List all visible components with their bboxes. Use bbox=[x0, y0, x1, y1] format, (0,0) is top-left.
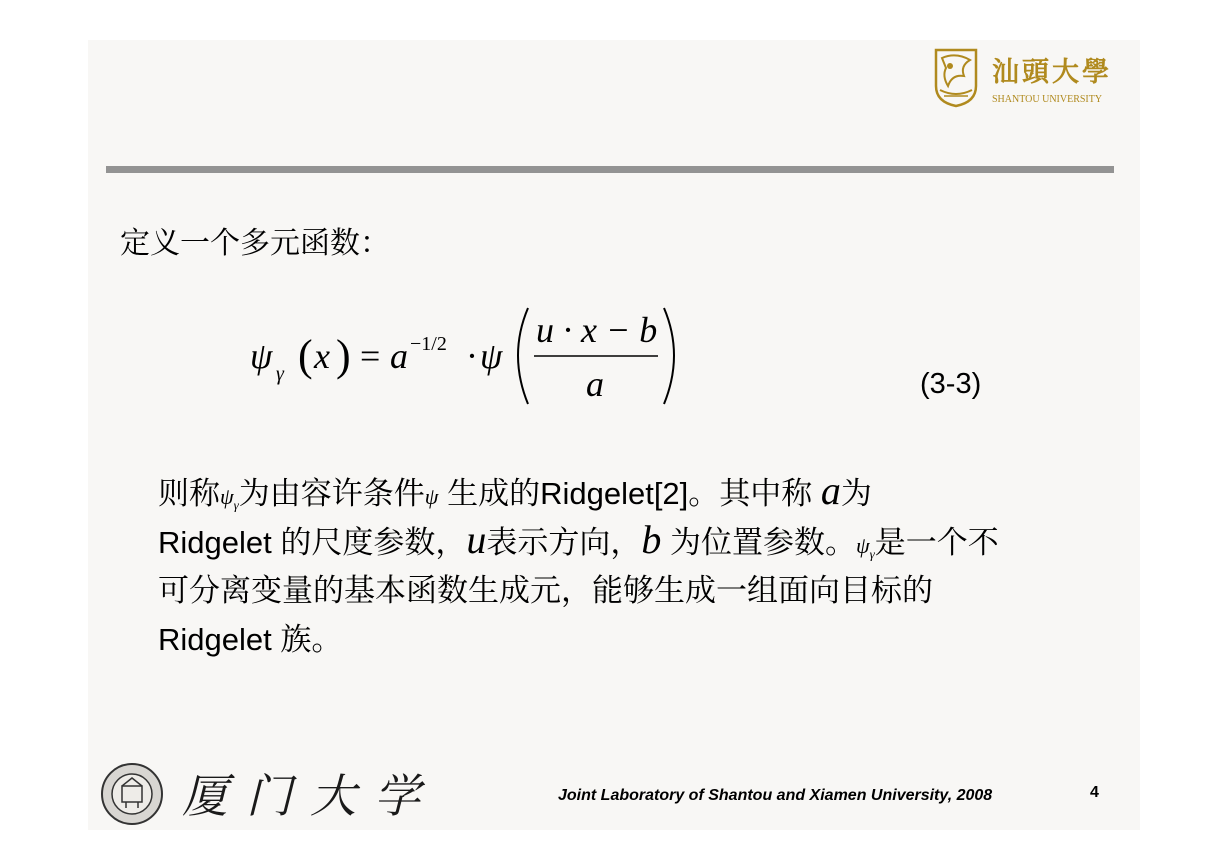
equation-number: (3-3) bbox=[920, 368, 982, 400]
formula-lparen: ( bbox=[298, 331, 313, 380]
formula-big-rparen bbox=[664, 308, 674, 404]
formula-big-lparen bbox=[518, 308, 528, 404]
formula-coef: a bbox=[390, 336, 408, 376]
sym-psi: ψ bbox=[220, 484, 234, 509]
slide-heading: 定义一个多元函数： bbox=[120, 226, 390, 261]
b-symbol: b bbox=[641, 516, 662, 562]
para-line-4: Ridgelet 族。 bbox=[158, 621, 343, 657]
para-text: 是一个不 bbox=[874, 524, 999, 560]
xiamen-name-calligraphy: 厦门大学 bbox=[182, 769, 438, 823]
psi-gamma-symbol bbox=[220, 484, 239, 513]
shantou-name-en: SHANTOU UNIVERSITY bbox=[992, 94, 1103, 105]
ridgelet-formula bbox=[240, 300, 700, 410]
formula-rparen: ) bbox=[336, 331, 351, 380]
para-text: 表示方向， bbox=[486, 524, 642, 560]
para-text: 则称 bbox=[158, 476, 220, 511]
para-text: 生成的Ridgelet[2]。其中称 bbox=[438, 476, 821, 511]
para-text: 为 bbox=[840, 476, 872, 511]
u-symbol: u bbox=[466, 516, 487, 562]
formula-denominator: a bbox=[586, 364, 604, 404]
para-text: 为由容许条件 bbox=[238, 476, 425, 511]
page-number: 4 bbox=[1090, 784, 1099, 801]
formula-exponent: −1/2 bbox=[410, 333, 447, 355]
xiamen-seal-icon bbox=[100, 762, 164, 826]
xiamen-university-logo bbox=[96, 758, 438, 828]
psi-symbol: ψ bbox=[424, 484, 439, 509]
para-line-1 bbox=[158, 470, 1118, 519]
sym-gamma: γ bbox=[869, 545, 875, 561]
description-paragraph bbox=[158, 470, 1118, 664]
formula-rhs-psi: ψ bbox=[480, 336, 503, 376]
header-divider bbox=[106, 166, 1114, 173]
para-line-3: 可分离变量的基本函数生成元，能够生成一组面向目标的 bbox=[158, 573, 933, 608]
para-text: Ridgelet 的尺度参数， bbox=[158, 524, 467, 560]
para-text: 为位置参数。 bbox=[661, 524, 856, 560]
formula-numerator: u · x − b bbox=[536, 310, 658, 350]
sym-psi: ψ bbox=[855, 532, 870, 558]
slide-background bbox=[88, 40, 1140, 830]
a-symbol: a bbox=[820, 468, 841, 513]
shantou-university-logo bbox=[930, 46, 1120, 110]
formula-dot: · bbox=[466, 336, 478, 376]
sym-gamma: γ bbox=[233, 497, 239, 513]
psi-gamma-symbol bbox=[855, 532, 875, 561]
formula-lhs-x: x bbox=[314, 336, 330, 376]
shantou-emblem-icon bbox=[930, 46, 982, 108]
shantou-name-cn: 汕頭大學 bbox=[992, 57, 1112, 88]
formula-lhs-psi: ψ bbox=[250, 336, 273, 376]
footer-text: Joint Laboratory of Shantou and Xiamen University, 2008 bbox=[558, 787, 993, 804]
formula-lhs-sub: γ bbox=[276, 363, 284, 385]
formula-equals: = bbox=[360, 336, 381, 376]
para-line-2 bbox=[158, 516, 1118, 568]
